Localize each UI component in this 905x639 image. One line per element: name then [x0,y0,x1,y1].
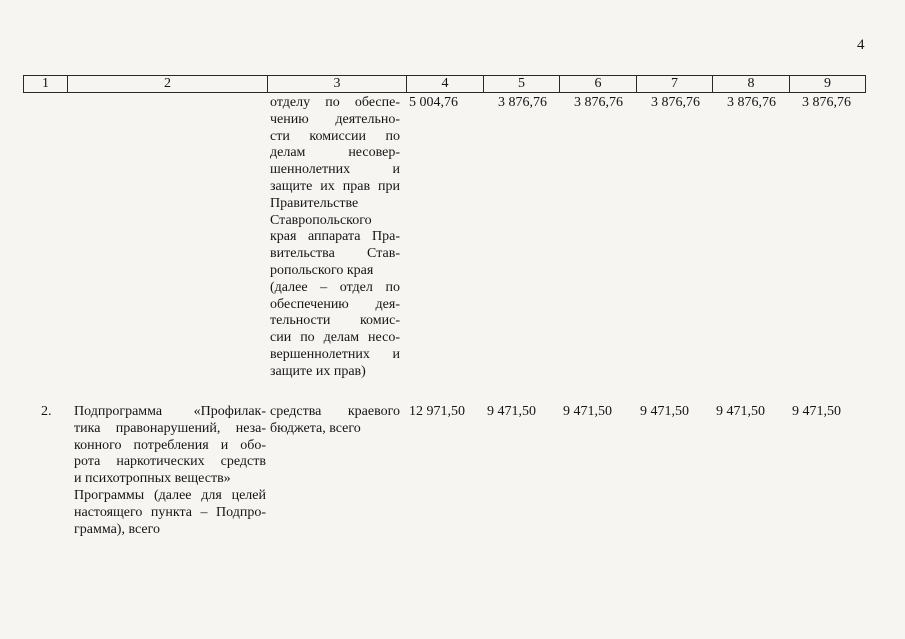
header-col-7: 7 [671,76,678,91]
row-1-col-3 [270,95,400,381]
row-2-col-8-value: 9 471,50 [716,404,765,419]
text-line: обеспечению дея- [270,296,400,312]
text-line: Правительстве [270,195,359,211]
row-2-col-5-value: 9 471,50 [487,404,536,419]
text-line: защите их прав) [270,363,366,379]
page-number: 4 [857,37,865,53]
text-line: сии по делам несо- [270,330,400,346]
header-col-4: 4 [441,76,449,91]
row-1-col-7-value: 3 876,76 [651,95,700,110]
text-line: вительства Став- [270,246,400,262]
header-col-6: 6 [594,76,602,91]
text-line: защите их прав при [270,178,400,194]
text-line: ропольского края [270,262,374,278]
header-col-5: 5 [518,76,525,91]
text-line: вершеннолетних и [270,346,400,362]
text-line: (далее – отдел по [270,279,400,295]
row-2-col-3 [270,404,400,438]
text-line: и психотропных веществ» [74,471,231,487]
text-line: средства краевого [270,404,400,419]
row-2-col-7-value: 9 471,50 [640,404,689,419]
header-col-8: 8 [747,76,755,91]
row-1-col-9-value: 3 876,76 [802,95,851,110]
row-1-col-4-value: 5 004,76 [409,95,458,110]
text-line: отделу по обеспе- [270,95,400,110]
text-line: конного потребления и обо- [74,437,266,453]
row-2-col-6-value: 9 471,50 [563,404,612,419]
text-line: тика правонарушений, неза- [74,420,266,436]
row-2-col-4-value: 12 971,50 [409,404,465,419]
text-line: чению деятельно- [270,111,400,127]
text-line: настоящего пункта – Подпро- [74,504,266,520]
row-1-col-6-value: 3 876,76 [574,95,623,110]
text-line: тельности комис- [270,313,400,329]
header-col-3: 3 [333,76,341,91]
row-1-col-5-value: 3 876,76 [498,95,547,110]
text-line: делам несовер- [270,145,400,161]
text-line: края аппарата Пра- [270,229,400,245]
text-line: Ставропольского [270,212,372,228]
row-2-col-2 [74,404,266,538]
table-header-row [23,75,866,93]
text-line: Программы (далее для целей [74,487,266,503]
header-col-1: 1 [42,76,49,91]
text-line: бюджета, всего [270,420,361,436]
header-col-9: 9 [824,76,831,91]
text-line: грамма), всего [74,521,160,537]
text-line: Подпрограмма «Профилак- [74,404,266,419]
row-1-col-8-value: 3 876,76 [727,95,776,110]
text-line: сти комиссии по [270,128,400,144]
row-2-col-9-value: 9 471,50 [792,404,841,419]
text-line: шеннолетних и [270,162,400,178]
text-line: рота наркотических средств [74,454,266,470]
header-col-2: 2 [164,76,171,91]
row-2-number: 2. [41,404,52,419]
